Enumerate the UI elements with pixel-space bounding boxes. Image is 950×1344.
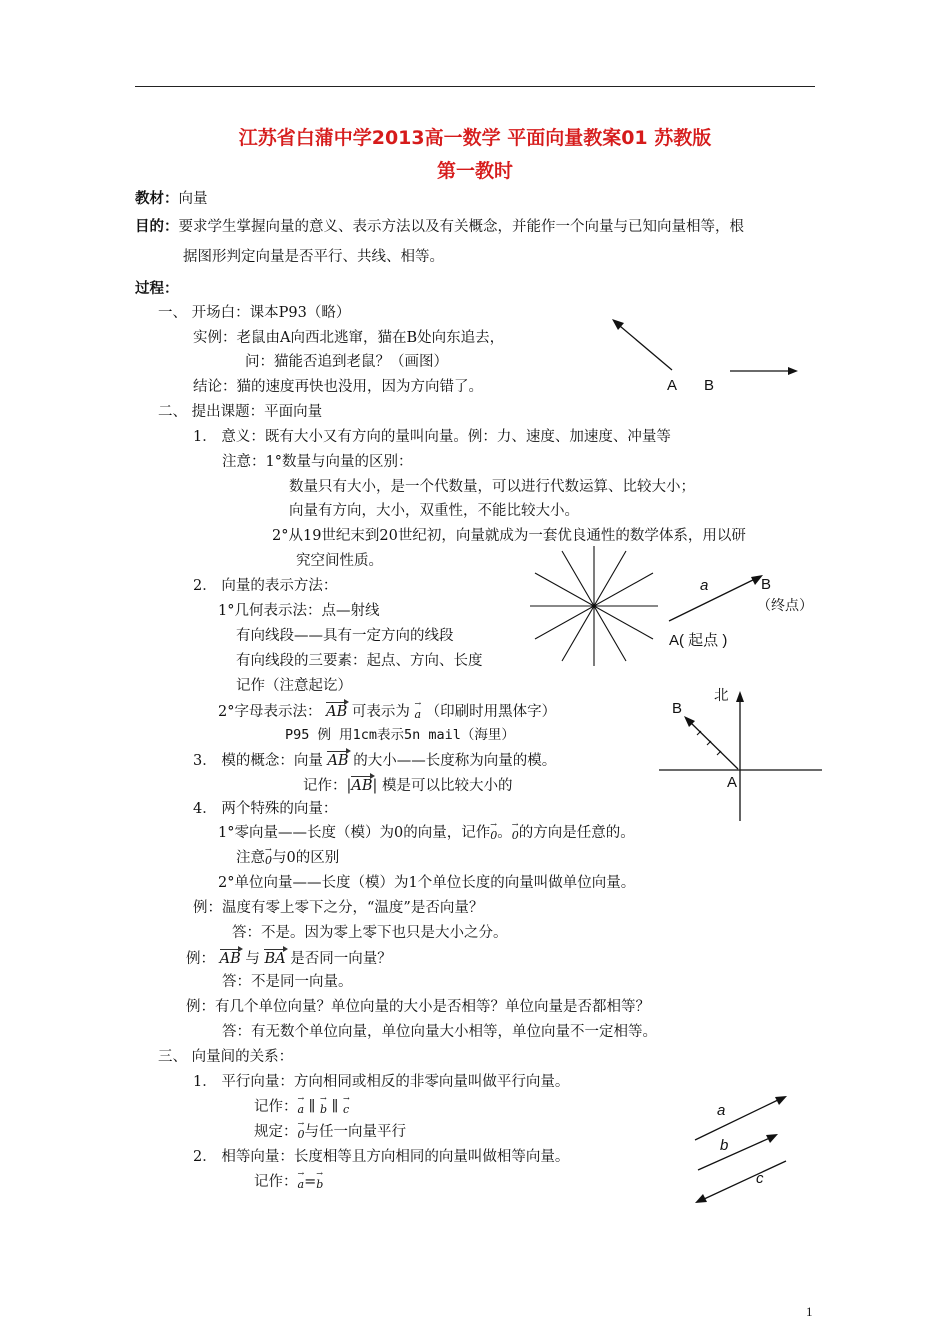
zero-vector-symbol-2: → 0	[512, 827, 519, 845]
fig3-label-north: 北	[714, 688, 729, 704]
aim-text-1: 要求学生掌握向量的意义、表示方法以及有关概念，并能作一个向量与已知向量相等，根	[178, 219, 744, 235]
p3-note-a: 记作：|	[303, 778, 352, 794]
p3-note-b: | 模是可以比较大小的	[372, 778, 513, 794]
p1-note-label: 记作：	[254, 1099, 298, 1115]
s3-p1-rule	[254, 1123, 406, 1142]
fig3-label-b: B	[672, 700, 683, 717]
s1-question: 问：猫能否追到老鼠？（画图）	[245, 354, 448, 370]
material-line	[135, 190, 208, 208]
vector-a-symbol: → a	[414, 706, 421, 724]
vector-ab-symbol-2: AB	[327, 750, 348, 770]
segment-line	[669, 578, 757, 621]
page-number: 1	[806, 1304, 813, 1319]
vec-a: → a	[298, 1101, 305, 1119]
s2-ex3-q: 例：有几个单位向量？单位向量的大小是否相等？单位向量是否都相等？	[186, 999, 650, 1015]
p3-text-a: 3． 模的概念：向量	[193, 753, 323, 769]
s2-letter-line	[218, 701, 556, 722]
s2-p3-note	[303, 775, 513, 795]
vec-a-2: → a	[298, 1176, 305, 1194]
zero-vector-symbol: → 0	[490, 827, 497, 845]
p1-rule-a: 规定：	[254, 1124, 298, 1140]
s2-p4: 4． 两个特殊的向量：	[193, 801, 338, 817]
vector-ba-symbol: BA	[264, 948, 285, 968]
s2-ex1-a: 答：不是。因为零上零下也只是大小之分。	[232, 925, 508, 941]
letter-label: 2°字母表示法：	[218, 704, 322, 720]
s2-note-2b: 究空间性质。	[296, 553, 383, 569]
s2-seg1: 有向线段——具有一定方向的线段	[236, 628, 454, 644]
parallel-vectors-figure	[690, 1090, 800, 1210]
aim-label: 目的：	[135, 219, 179, 235]
vector-a-line	[695, 1099, 780, 1140]
vec-zero: → 0	[298, 1126, 305, 1144]
mouse-arrow	[614, 321, 672, 370]
s2-note-head: 注意：1°数量与向量的区别：	[222, 454, 413, 470]
s2-unit: 2°单位向量——长度（模）为1个单位长度的向量叫做单位向量。	[218, 875, 636, 891]
s2-seg2: 有向线段的三要素：起点、方向、长度	[236, 653, 483, 669]
ex2-post: 是否同一向量？	[290, 951, 392, 967]
doc-title: 江苏省白蒲中学2013高一数学 平面向量教案01 苏教版	[238, 127, 712, 149]
vector-ab-symbol-3: AB	[351, 775, 372, 795]
vector-c-line	[702, 1161, 786, 1200]
vector-c-head	[695, 1194, 707, 1203]
s3-heading: 三、 向量间的关系：	[158, 1049, 294, 1065]
fig4-label-b: b	[720, 1137, 729, 1154]
fig2-label-b: B	[761, 576, 772, 593]
fig4-label-c: c	[756, 1170, 764, 1187]
s2-p2: 2． 向量的表示方法：	[193, 578, 338, 594]
s2-seg3: 记作（注意起讫）	[236, 678, 352, 694]
equals-sign: =	[304, 1174, 317, 1190]
fig2-label-end: （终点）	[757, 598, 813, 614]
s2-note-a: 数量只有大小，是一个代数量，可以进行代数运算、比较大小；	[289, 479, 695, 495]
header-rule	[135, 86, 815, 87]
ex2-pre: 例：	[186, 951, 215, 967]
s3-p2: 2． 相等向量：长度相等且方向相同的向量叫做相等向量。	[193, 1149, 570, 1165]
material-label: 教材：	[135, 191, 179, 207]
s3-p2-note	[254, 1173, 323, 1192]
fig2-label-start: A( 起点 )	[669, 632, 728, 649]
zero-note-a: 注意	[236, 850, 265, 866]
vec-b: → b	[320, 1101, 327, 1119]
s2-zero-note	[236, 849, 339, 868]
s3-p1: 1． 平行向量：方向相同或相反的非零向量叫做平行向量。	[193, 1074, 570, 1090]
letter-mid: 可表示为	[351, 704, 410, 720]
s2-p95: P95 例 用1cm表示5n mail（海里）	[285, 727, 515, 743]
cat-arrow-head	[788, 367, 798, 375]
s2-p1: 1． 意义：既有大小又有方向的量叫向量。例：力、速度、加速度、冲量等	[193, 429, 671, 445]
doc-subtitle: 第一教时	[436, 160, 513, 182]
north-arrow-head	[736, 691, 744, 702]
vector-ab-symbol: AB	[326, 701, 347, 721]
s2-ex2-a: 答：不是同一向量。	[222, 974, 353, 990]
p2-note-label: 记作：	[254, 1174, 298, 1190]
vec-b-2: → b	[316, 1176, 323, 1194]
letter-tail: （印刷时用黑体字）	[425, 704, 557, 720]
scale-ticks	[697, 731, 721, 755]
fig1-label-a: A	[667, 377, 678, 394]
zero-c: 的方向是任意的。	[518, 825, 635, 841]
zero-note-b: 与0的区别	[272, 850, 340, 866]
fig4-label-a: a	[717, 1102, 726, 1119]
s2-ex2-q	[186, 948, 392, 968]
s2-note-b: 向量有方向，大小，双重性，不能比较大小。	[289, 503, 579, 519]
s2-ex1-q: 例：温度有零上零下之分，“温度”是否向量？	[193, 900, 484, 916]
s2-heading: 二、 提出课题：平面向量	[158, 404, 323, 420]
vector-b-head	[766, 1134, 778, 1143]
s2-p3	[193, 750, 556, 770]
s2-zero	[218, 824, 635, 843]
parallel-sep-1: ∥	[308, 1099, 316, 1115]
parallel-sep-2: ∥	[331, 1099, 339, 1115]
s1-example: 实例：老鼠由A向西北逃窜，猫在B处向东追去，	[193, 330, 505, 346]
p3-text-b: 的大小——长度称为向量的模。	[353, 753, 557, 769]
vector-b-line	[698, 1137, 772, 1170]
vector-ab-symbol-4: AB	[220, 948, 241, 968]
fig3-label-a: A	[727, 774, 738, 791]
fig1-label-b: B	[704, 377, 715, 394]
s2-note-2a: 2°从19世纪末到20世纪初，向量就成为一套优良通性的数学体系，用以研	[272, 528, 746, 544]
zero-b: 。	[497, 825, 512, 841]
material-value: 向量	[178, 191, 208, 207]
vector-a-head	[775, 1096, 787, 1105]
star-rays-figure	[527, 543, 661, 669]
zero-vector-symbol-3: → 0	[265, 852, 272, 870]
fig2-label-a: a	[700, 577, 709, 594]
vector-ab-line	[688, 720, 738, 769]
process-label: 过程：	[135, 281, 179, 297]
vec-c: → c	[343, 1101, 349, 1119]
s2-geo: 1°几何表示法：点—射线	[218, 603, 380, 619]
zero-a: 1°零向量——长度（模）为0的向量，记作	[218, 825, 491, 841]
s1-heading: 一、 开场白：课本P93（略）	[158, 305, 351, 321]
s2-ex3-a: 答：有无数个单位向量，单位向量大小相等，单位向量不一定相等。	[222, 1024, 657, 1040]
s1-conclusion: 结论：猫的速度再快也没用，因为方向错了。	[193, 379, 483, 395]
p1-rule-b: 与任一向量平行	[304, 1124, 406, 1140]
aim-line-1	[135, 218, 744, 236]
aim-text-2: 据图形判定向量是否平行、共线、相等。	[183, 249, 444, 265]
ex2-mid: 与	[245, 951, 260, 967]
